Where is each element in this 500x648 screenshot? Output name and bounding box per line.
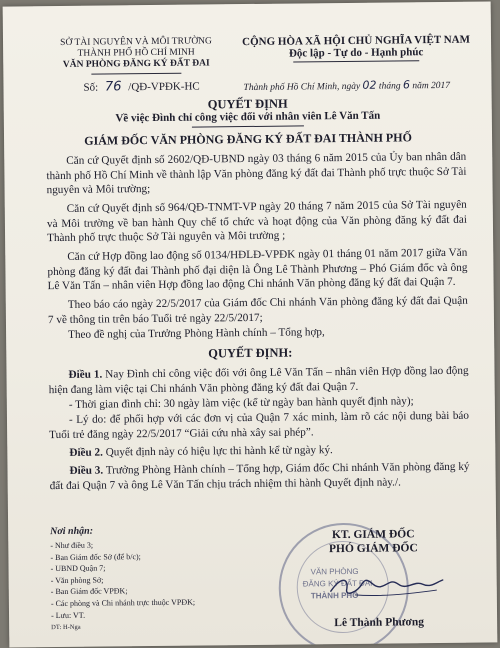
- city-name: THÀNH PHỐ HỒ CHÍ MINH: [77, 47, 195, 59]
- motto: Độc lập - Tự do - Hạnh phúc: [288, 46, 424, 60]
- recipient-item: - Ban Giám đốc VPĐK;: [50, 586, 128, 597]
- recipients-list: [50, 539, 195, 622]
- typist-note: DT: H-Nga: [51, 623, 81, 632]
- recipient-item: - Các phòng và Chi nhánh trực thuộc VPĐK;: [50, 597, 196, 609]
- signature-line-1: KT. GIÁM ĐỐC: [331, 528, 415, 542]
- article-2: Điều 2. Quyết định này có hiệu lực thi hành kể từ ngày ký.: [69, 444, 333, 459]
- preamble-4: Theo báo cáo ngày 22/5/2017 của Giám đốc Chi nhánh Văn phòng đăng ký đất đai Quận 7 về thông tin trên báo Tuổi trẻ ngày 22/5/2017;: [47, 294, 468, 326]
- issuer-title: GIÁM ĐỐC VĂN PHÒNG ĐĂNG KÝ ĐẤT ĐAI THÀNH PHỐ: [84, 130, 412, 148]
- article-1-bullet-1: - Thời gian đình chỉ: 30 ngày làm việc (kể từ ngày ban hành quyết định này);: [68, 395, 414, 411]
- document-type: QUYẾT ĐỊNH: [207, 96, 288, 112]
- date-month-handwritten: 6: [402, 78, 410, 92]
- article-3-label: Điều 3.: [69, 464, 104, 477]
- recipients-title: Nơi nhận:: [50, 525, 94, 538]
- recipient-item: - Văn phòng Sở;: [50, 575, 104, 585]
- document-subject: Về việc Đình chỉ công việc đối với nhân viên Lê Văn Tấn: [115, 109, 381, 125]
- signature-line-2: PHÓ GIÁM ĐỐC: [328, 542, 418, 556]
- preamble-1: Căn cứ Quyết định số 2602/QĐ-UBND ngày 03 tháng 6 năm 2015 của Ủy ban nhân dân thành phố Hồ Chí Minh về thành lập Văn phòng đăng ký đất đai Thành phố trực thuộc Sở Tài nguyên và Môi trường;: [46, 150, 467, 197]
- document-page: [3, 1, 498, 647]
- seal-text: THÀNH PHỐ: [310, 590, 359, 601]
- article-2-label: Điều 2.: [69, 446, 103, 459]
- preamble-2: Căn cứ Quyết định số 964/QĐ-TNMT-VP ngày 20 tháng 7 năm 2015 của Sở Tài nguyên và Môi trường về ban hành Quy chế tổ chức và hoạt động của Văn phòng đăng ký đất đai Thành phố trực thuộc Sở Tài nguyên và Môi trường ;: [46, 198, 467, 245]
- decision-heading: QUYẾT ĐỊNH:: [208, 345, 293, 361]
- preamble-5: Theo đề nghị của Trưởng Phòng Hành chính – Tổng hợp,: [68, 326, 325, 341]
- article-3: Điều 3. Trưởng Phòng Hành chính – Tổng hợp, Giám đốc Chi nhánh Văn phòng đăng ký đất đai Quận 7 và ông Lê Văn Tấn chịu trách nhiệm thi hành Quyết định này./.: [49, 460, 470, 492]
- office-name: VĂN PHÒNG ĐĂNG KÝ ĐẤT ĐAI: [62, 58, 210, 70]
- handwritten-signature: [327, 570, 447, 601]
- motto-underline: [293, 60, 419, 62]
- header-divider: [91, 73, 181, 75]
- date-year: năm 2017: [412, 80, 451, 92]
- date-month-word: tháng: [378, 81, 401, 92]
- number-prefix: Số:: [83, 81, 99, 94]
- date-day-handwritten: 02: [362, 78, 377, 92]
- number-handwritten: 76: [104, 79, 122, 95]
- seal-text: VĂN PHÒNG: [310, 566, 359, 577]
- recipient-item: - UBND Quận 7;: [50, 563, 106, 574]
- preamble-3: Căn cứ Hợp đồng lao động số 0134/HĐLĐ-VPĐK ngày 01 tháng 01 năm 2017 giữa Văn phòng đăng ký đất đai Thành phố đại diện là Ông Lê Thành Phương – Phó Giám đốc và ông Lê Văn Tấn – nhân viên Hợp đồng lao động Chi nhánh Văn phòng đăng ký đất đai Quận 7.: [47, 246, 468, 293]
- nation-name: CỘNG HÒA XÃ HỘI CHỦ NGHĨA VIỆT NAM: [242, 33, 471, 49]
- seal-text: ĐĂNG KÝ ĐẤT ĐAI: [302, 578, 373, 589]
- signer-name: Lê Thành Phương: [334, 616, 425, 630]
- recipient-item: - Như điều 3;: [50, 540, 94, 551]
- article-1-bullet-2: - Lý do: để phối hợp với các đơn vị của Quận 7 xác minh, làm rõ các nội dung bài báo Tuổi trẻ đăng ngày 22/5/2017 “Giải cứu nhà xây sai phép”.: [49, 409, 470, 441]
- date-prefix: Thành phố Hồ Chí Minh, ngày: [243, 81, 361, 94]
- recipient-item: - Lưu: VT.: [50, 610, 86, 620]
- document-number: [83, 79, 199, 95]
- article-1-label: Điều 1.: [68, 368, 103, 381]
- recipient-item: - Ban Giám đốc Sở (để b/c);: [50, 551, 141, 562]
- department-name: SỞ TÀI NGUYÊN VÀ MÔI TRƯỜNG: [60, 36, 212, 48]
- subject-underline: [192, 125, 304, 127]
- article-1: Điều 1. Nay Đình chỉ công việc đối với ông Lê Văn Tấn – nhân viên Hợp đồng lao động hiện đang làm việc tại Chi nhánh Văn phòng đăng ký đất đai Quận 7.: [48, 364, 469, 396]
- issue-date: [243, 78, 450, 93]
- number-suffix: /QĐ-VPĐK-HC: [128, 80, 200, 94]
